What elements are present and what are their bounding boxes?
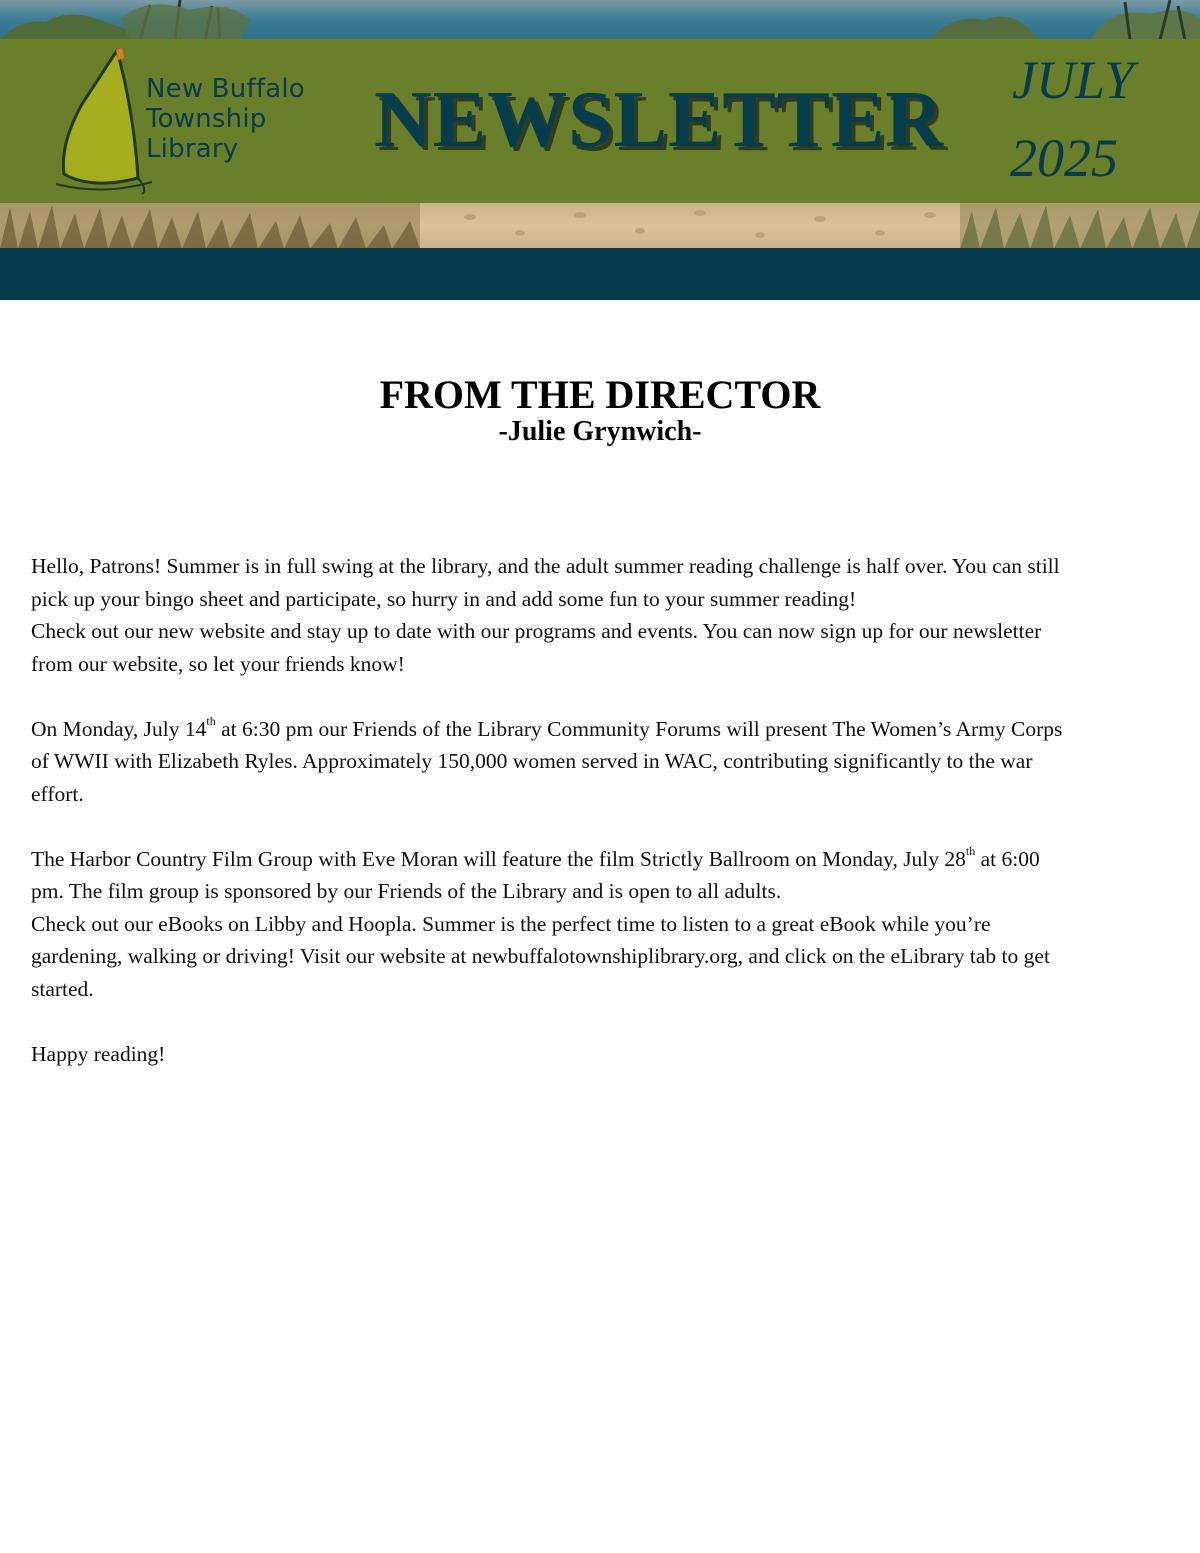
text-line: Check out our eBooks on Libby and Hoopla. Summer is the perfect time to listen to a great eBook while you’re [31,911,991,936]
text-span: The Harbor Country Film Group with Eve Moran will feature the film Strictly Ballroom on Monday, July 28 [31,846,966,871]
ordinal-suffix: th [965,844,976,859]
text-span: at 6:30 pm our Friends of the Library Community Forums will present The Women’s Army Corps [215,716,1063,741]
beach-photo-strip [0,203,1200,249]
text-span: On Monday, July 14 [31,716,207,741]
issue-month: JULY [1012,50,1134,110]
text-line: started. [31,976,94,1001]
section-title: FROM THE DIRECTOR [379,372,821,417]
paragraph-gap [31,1005,1181,1038]
text-line [31,713,1181,746]
text-line: Check out our new website and stay up to date with our programs and events. You can now sign up for our newsletter [31,619,1042,643]
text-line: Hello, Patrons! Summer is in full swing at the library, and the adult summer reading challenge is half over. You can still [31,554,1060,578]
director-letter [31,550,1181,1070]
logo-line-1: New Buffalo [146,74,305,104]
director-name: -Julie Grynwich- [498,416,702,447]
paragraph-gap [31,680,1181,713]
text-line: pick up your bingo sheet and participate, so hurry in and add some fun to your summer reading! [31,586,857,611]
logo-line-2: Township [146,104,267,134]
text-line: from our website, so let your friends know! [31,651,405,676]
text-line: effort. [31,781,84,806]
text-line: pm. The film group is sponsored by our Friends of the Library and is open to all adults. [31,879,782,903]
text-span: at 6:00 [975,846,1040,871]
text-line [31,843,1181,876]
newsletter-title: NEWSLETTER [374,76,945,164]
text-line: of WWII with Elizabeth Ryles. Approximately 150,000 women served in WAC, contributing significantly to the war [31,749,1033,773]
closing-line: Happy reading! [31,1041,166,1066]
ordinal-suffix: th [206,714,216,729]
header-bottom-bar [0,248,1200,300]
logo-line-3: Library [146,134,239,164]
library-logo-text [146,74,305,164]
dune-grass-graphic [0,203,1200,249]
newsletter-header [0,0,1200,300]
issue-year: 2025 [1010,128,1118,188]
text-line: gardening, walking or driving! Visit our website at newbuffalotownshiplibrary.org, and click on the eLibrary tab to get [31,944,1050,968]
lake-photo-strip [0,0,1200,40]
paragraph-gap [31,810,1181,843]
library-logo [52,44,342,200]
lake-trees-graphic [0,0,1200,40]
